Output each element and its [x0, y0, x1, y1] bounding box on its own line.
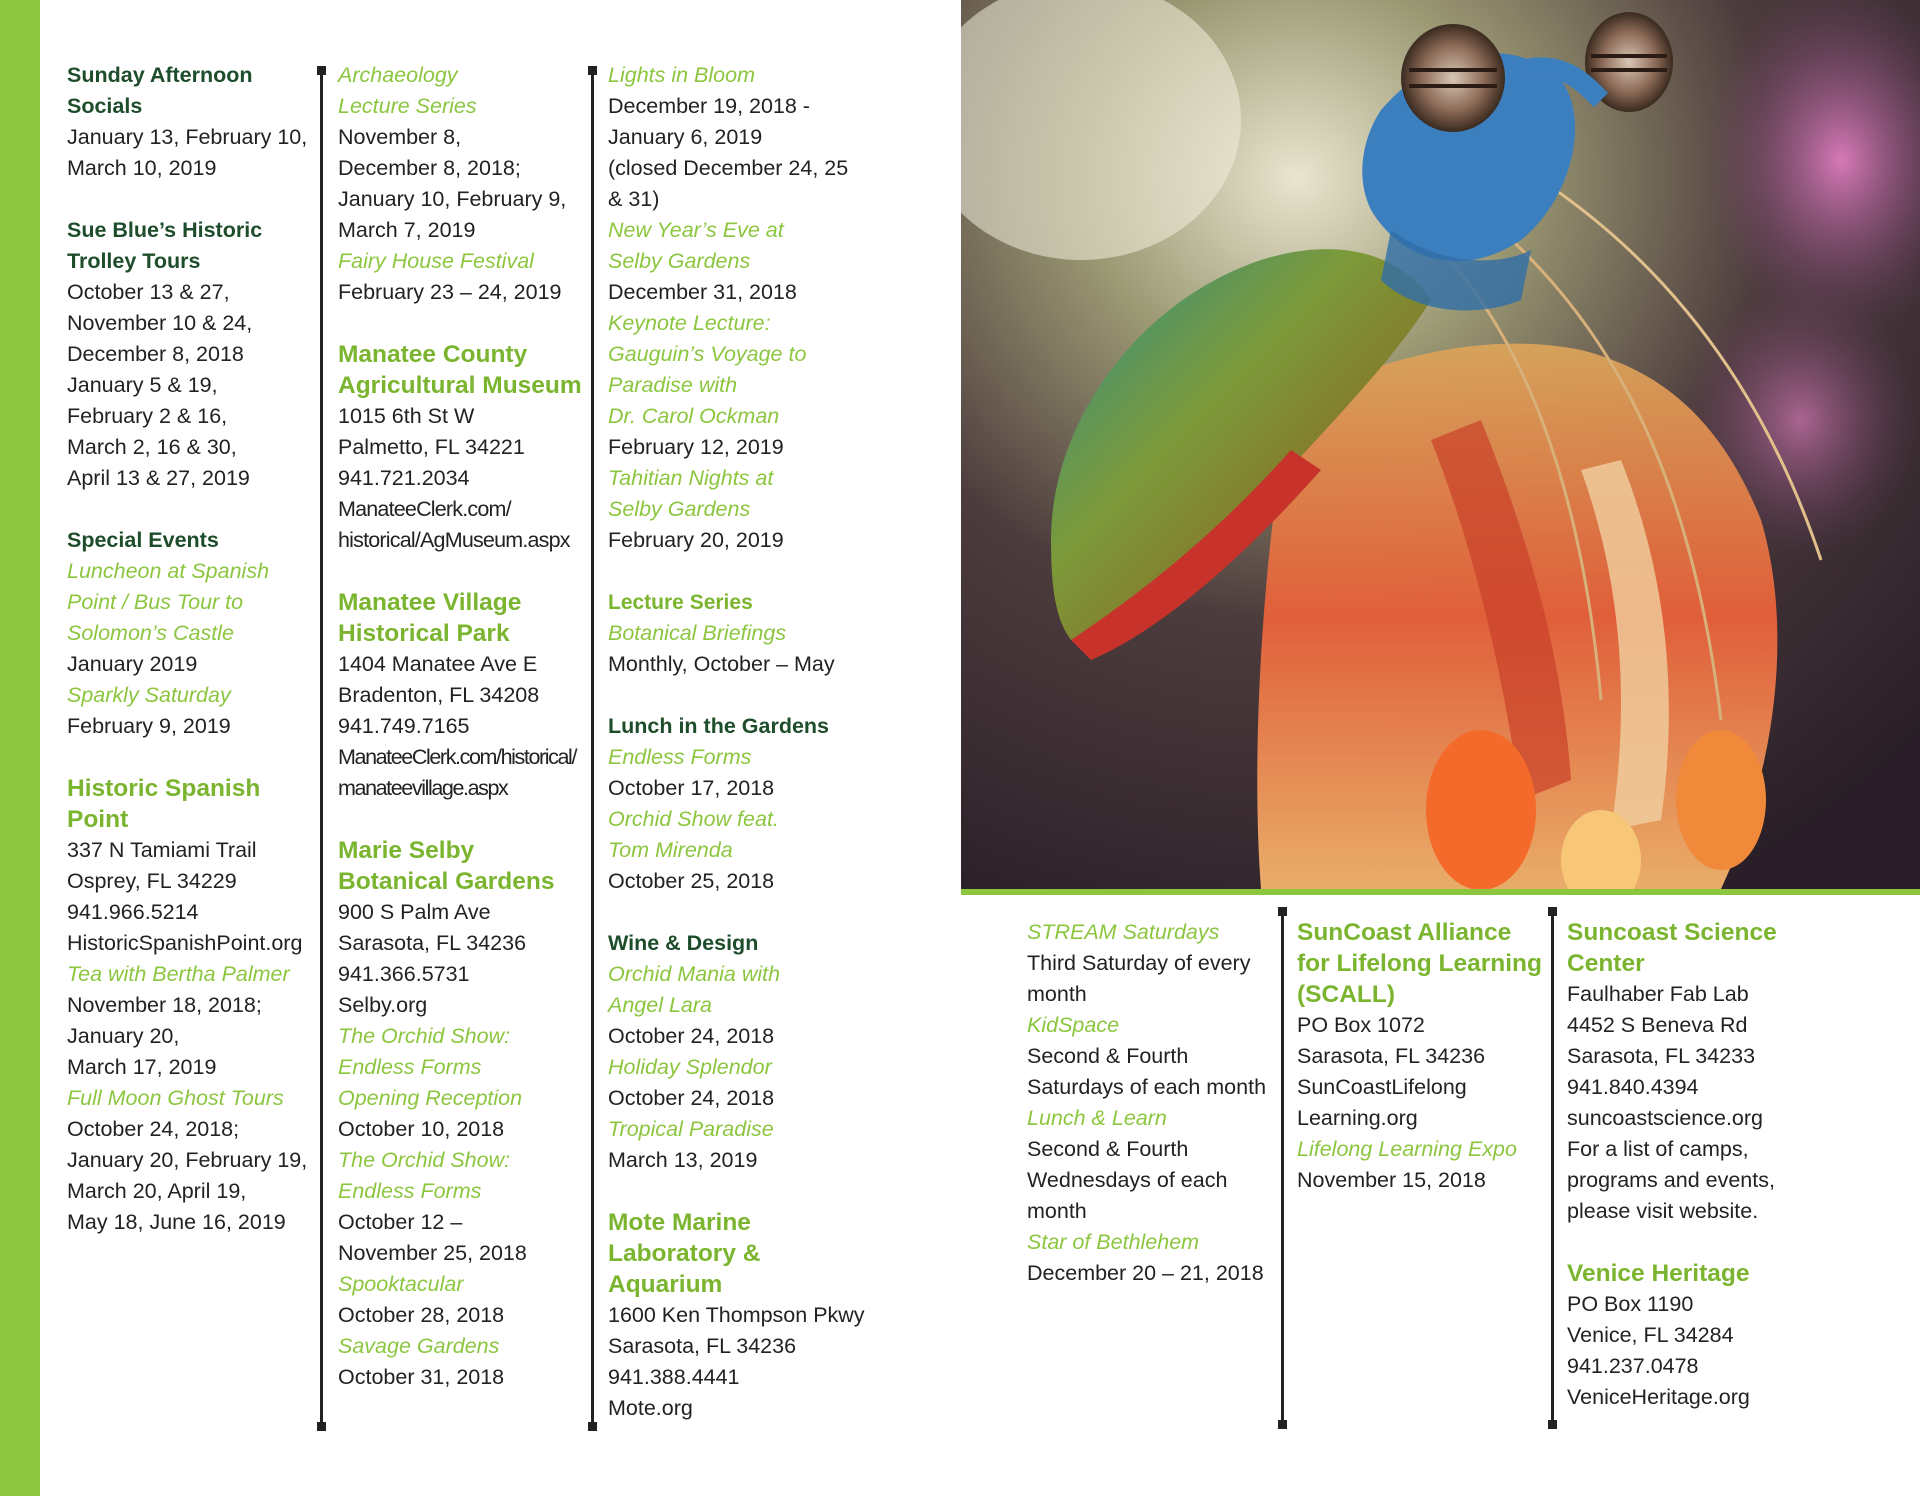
event-date: Second & Fourth — [1027, 1137, 1189, 1161]
event-title: KidSpace — [1027, 1013, 1120, 1037]
event-date: October 10, 2018 — [338, 1117, 505, 1141]
event-title: Keynote Lecture: Gauguin’s Voyage to Paradise with Dr. Carol Ockman — [608, 311, 807, 428]
address: PO Box 1072 — [1297, 1013, 1425, 1037]
column-4 — [1027, 917, 1272, 1289]
mantis-shrimp-photo — [961, 0, 1920, 889]
event-date: November 18, 2018; — [67, 993, 262, 1017]
heading-scall: SunCoast Alliance for Lifelong Learning (SCALL) — [1297, 919, 1542, 1008]
left-accent-bar — [0, 0, 40, 1496]
event-date: October 24, 2018 — [608, 1024, 775, 1048]
address: 900 S Palm Ave — [338, 900, 491, 924]
address: 1600 Ken Thompson Pkwy — [608, 1303, 865, 1327]
event-title: Orchid Show feat. Tom Mirenda — [608, 807, 779, 862]
column-divider — [591, 66, 594, 1431]
heading-manatee-ag-museum: Manatee County Agricultural Museum — [338, 341, 582, 399]
heading-manatee-village: Manatee Village Historical Park — [338, 589, 522, 647]
event-date: March 7, 2019 — [338, 218, 476, 242]
heading-historic-spanish-point: Historic Spanish Point — [67, 775, 261, 833]
event-date: month — [1027, 982, 1087, 1006]
phone: 941.388.4441 — [608, 1365, 740, 1389]
event-date: October 24, 2018; — [67, 1117, 240, 1141]
event-date: November 10 & 24, — [67, 311, 253, 335]
event-date: February 23 – 24, 2019 — [338, 280, 562, 304]
phone: 941.721.2034 — [338, 466, 470, 490]
event-date: October 28, 2018 — [338, 1303, 505, 1327]
event-title: STREAM Saturdays — [1027, 920, 1220, 944]
note: please visit website. — [1567, 1199, 1759, 1223]
event-title: Lights in Bloom — [608, 63, 755, 87]
event-title: Luncheon at Spanish Point / Bus Tour to Solomon’s Castle — [67, 559, 270, 645]
website: VeniceHeritage.org — [1567, 1385, 1750, 1409]
website: ManateeClerk.com/historical/ manateevillage.aspx — [338, 745, 577, 800]
event-title: Botanical Briefings — [608, 621, 787, 645]
event-date: January 13, February 10, — [67, 125, 308, 149]
event-title: Lunch & Learn — [1027, 1106, 1167, 1130]
event-title: Archaeology Lecture Series — [338, 63, 477, 118]
event-date: November 8, — [338, 125, 462, 149]
event-date: February 12, 2019 — [608, 435, 784, 459]
website: Mote.org — [608, 1396, 693, 1420]
note: programs and events, — [1567, 1168, 1775, 1192]
event-date: March 20, April 19, — [67, 1179, 247, 1203]
event-date: October 12 – — [338, 1210, 463, 1234]
phone: 941.840.4394 — [1567, 1075, 1699, 1099]
event-date: March 13, 2019 — [608, 1148, 758, 1172]
event-date: January 2019 — [67, 652, 198, 676]
event-title: Sparkly Saturday — [67, 683, 231, 707]
address: 1404 Manatee Ave E — [338, 652, 538, 676]
event-date: December 8, 2018 — [67, 342, 244, 366]
event-title: Fairy House Festival — [338, 249, 534, 273]
heading-special-events: Special Events — [67, 528, 219, 552]
event-date: November 25, 2018 — [338, 1241, 527, 1265]
website: SunCoastLifelong Learning.org — [1297, 1075, 1467, 1130]
event-date: May 18, June 16, 2019 — [67, 1210, 286, 1234]
event-title: Tea with Bertha Palmer — [67, 962, 290, 986]
phone: 941.366.5731 — [338, 962, 470, 986]
event-date: February 9, 2019 — [67, 714, 231, 738]
event-date: (closed December 24, 25 — [608, 156, 849, 180]
address: 1015 6th St W — [338, 404, 475, 428]
column-divider — [1281, 907, 1284, 1429]
event-title: Tropical Paradise — [608, 1117, 774, 1141]
address: 4452 S Beneva Rd — [1567, 1013, 1748, 1037]
event-date: December 20 – 21, 2018 — [1027, 1261, 1264, 1285]
event-title: Lifelong Learning Expo — [1297, 1137, 1517, 1161]
event-date: April 13 & 27, 2019 — [67, 466, 250, 490]
event-date: January 10, February 9, — [338, 187, 567, 211]
website: Selby.org — [338, 993, 428, 1017]
city: Sarasota, FL 34236 — [608, 1334, 797, 1358]
event-date: February 20, 2019 — [608, 528, 784, 552]
note: For a list of camps, — [1567, 1137, 1749, 1161]
city: Sarasota, FL 34236 — [338, 931, 527, 955]
event-date: March 17, 2019 — [67, 1055, 217, 1079]
column-5 — [1297, 917, 1542, 1196]
event-title: New Year’s Eve at Selby Gardens — [608, 218, 784, 273]
event-date: Third Saturday of every — [1027, 951, 1251, 975]
event-date: February 2 & 16, — [67, 404, 228, 428]
lab-name: Faulhaber Fab Lab — [1567, 982, 1749, 1006]
event-date: October 24, 2018 — [608, 1086, 775, 1110]
city: Bradenton, FL 34208 — [338, 683, 540, 707]
event-date: March 10, 2019 — [67, 156, 217, 180]
event-title: The Orchid Show: Endless Forms — [338, 1148, 511, 1203]
heading-lunch-in-gardens: Lunch in the Gardens — [608, 714, 829, 738]
heading-suncoast-science: Suncoast Science Center — [1567, 919, 1777, 977]
event-date: October 13 & 27, — [67, 280, 230, 304]
column-3 — [608, 60, 888, 1424]
heading-trolley-tours: Sue Blue’s Historic Trolley Tours — [67, 218, 263, 273]
event-date: December 8, 2018; — [338, 156, 521, 180]
phone: 941.237.0478 — [1567, 1354, 1699, 1378]
column-2 — [338, 60, 583, 1393]
event-date: January 20, — [67, 1024, 180, 1048]
event-date: October 25, 2018 — [608, 869, 775, 893]
event-title: Spooktacular — [338, 1272, 464, 1296]
heading-wine-design: Wine & Design — [608, 931, 759, 955]
column-divider — [1551, 907, 1554, 1429]
heading-lecture-series: Lecture Series — [608, 591, 753, 614]
event-date: October 31, 2018 — [338, 1365, 505, 1389]
event-title: The Orchid Show: Endless Forms Opening Reception — [338, 1024, 523, 1110]
event-title: Savage Gardens — [338, 1334, 500, 1358]
event-date: Monthly, October – May — [608, 652, 835, 676]
event-date: December 31, 2018 — [608, 280, 797, 304]
column-divider — [320, 66, 323, 1431]
event-title: Star of Bethlehem — [1027, 1230, 1200, 1254]
website: HistoricSpanishPoint.org — [67, 931, 303, 955]
city: Osprey, FL 34229 — [67, 869, 237, 893]
column-6 — [1567, 917, 1812, 1413]
city: Venice, FL 34284 — [1567, 1323, 1734, 1347]
column-1 — [67, 60, 327, 1238]
event-date: Wednesdays of each — [1027, 1168, 1228, 1192]
website: suncoastscience.org — [1567, 1106, 1763, 1130]
event-date: March 2, 16 & 30, — [67, 435, 237, 459]
event-date: October 17, 2018 — [608, 776, 775, 800]
event-date: Saturdays of each month — [1027, 1075, 1267, 1099]
city: Palmetto, FL 34221 — [338, 435, 525, 459]
city: Sarasota, FL 34233 — [1567, 1044, 1756, 1068]
event-title: Full Moon Ghost Tours — [67, 1086, 284, 1110]
city: Sarasota, FL 34236 — [1297, 1044, 1486, 1068]
event-title: Holiday Splendor — [608, 1055, 772, 1079]
phone: 941.966.5214 — [67, 900, 199, 924]
website: ManateeClerk.com/ historical/AgMuseum.aspx — [338, 497, 570, 552]
address: PO Box 1190 — [1567, 1292, 1694, 1316]
heading-venice-heritage: Venice Heritage — [1567, 1260, 1750, 1287]
event-date: January 20, February 19, — [67, 1148, 308, 1172]
event-title: Tahitian Nights at Selby Gardens — [608, 466, 774, 521]
event-title: Orchid Mania with Angel Lara — [608, 962, 781, 1017]
event-date: & 31) — [608, 187, 660, 211]
phone: 941.749.7165 — [338, 714, 470, 738]
address: 337 N Tamiami Trail — [67, 838, 257, 862]
event-title: Endless Forms — [608, 745, 752, 769]
photo-accent-line — [961, 889, 1920, 895]
heading-mote-marine: Mote Marine Laboratory & Aquarium — [608, 1209, 761, 1298]
event-date: Second & Fourth — [1027, 1044, 1189, 1068]
event-date: November 15, 2018 — [1297, 1168, 1486, 1192]
event-date: January 6, 2019 — [608, 125, 763, 149]
heading-sunday-socials: Sunday Afternoon Socials — [67, 63, 253, 118]
event-date: December 19, 2018 - — [608, 94, 810, 118]
heading-selby-gardens: Marie Selby Botanical Gardens — [338, 837, 555, 895]
event-date: January 5 & 19, — [67, 373, 218, 397]
event-date: month — [1027, 1199, 1087, 1223]
